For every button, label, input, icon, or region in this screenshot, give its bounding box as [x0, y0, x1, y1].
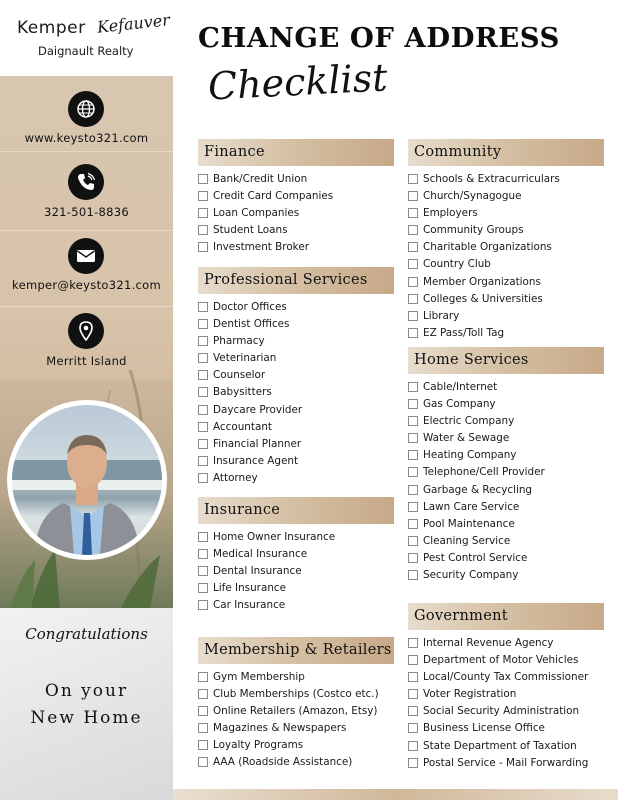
checklist: [198, 529, 394, 614]
checkbox[interactable]: [198, 740, 208, 750]
checklist-item[interactable]: [198, 737, 394, 754]
checkbox[interactable]: [408, 328, 418, 338]
checkbox[interactable]: [408, 672, 418, 682]
checklist-item[interactable]: [198, 669, 394, 686]
email-text: kemper@keysto321.com: [12, 278, 161, 292]
checklist-item-label: Member Organizations: [423, 275, 541, 288]
sidebar: [0, 0, 173, 800]
checklist: [198, 299, 394, 487]
checkbox[interactable]: [408, 399, 418, 409]
new-home-line1: On your: [44, 681, 129, 701]
phone-icon: [68, 164, 104, 200]
checklist-item-label: Insurance Agent: [213, 454, 299, 467]
checklist-item-label: Library: [423, 309, 460, 322]
section-government: [408, 603, 604, 772]
checkbox[interactable]: [408, 277, 418, 287]
checklist-item[interactable]: [198, 222, 394, 239]
checkbox[interactable]: [198, 208, 208, 218]
contact-website[interactable]: [0, 76, 173, 152]
checkbox[interactable]: [408, 519, 418, 529]
checklist-item[interactable]: [198, 453, 394, 470]
checklist-item-label: Gas Company: [423, 398, 496, 411]
checklist-item-label: Social Security Administration: [423, 705, 580, 718]
checklist-item[interactable]: [198, 529, 394, 546]
checkbox[interactable]: [198, 387, 208, 397]
page-subtitle: Checklist: [206, 55, 389, 109]
checklist-item[interactable]: [408, 720, 604, 737]
location-text: Merritt Island: [46, 354, 127, 368]
checklist-item-label: Medical Insurance: [213, 548, 308, 561]
checklist-item[interactable]: [408, 205, 604, 222]
agent-signature: Kefauver: [96, 10, 171, 37]
phone-text: 321-501-8836: [43, 205, 130, 219]
checklist-item[interactable]: [408, 686, 604, 703]
checklist-item-label: Church/Synagogue: [423, 190, 522, 203]
checkbox[interactable]: [198, 549, 208, 559]
checkbox[interactable]: [198, 439, 208, 449]
checkbox[interactable]: [198, 600, 208, 610]
agent-photo: [12, 405, 162, 555]
checklist-item-label: State Department of Taxation: [423, 739, 577, 752]
checklist: [408, 379, 604, 584]
section-membership-retailers: [198, 637, 394, 772]
checklist-item[interactable]: [408, 256, 604, 273]
checklist-item-label: Cable/Internet: [423, 381, 498, 393]
checkbox[interactable]: [408, 242, 418, 252]
mail-icon: [68, 238, 104, 274]
checklist-item[interactable]: [408, 635, 604, 652]
checkbox[interactable]: [198, 405, 208, 415]
checklist-item[interactable]: [198, 563, 394, 580]
footer-bar: [173, 789, 618, 800]
checklist-item-label: Pool Maintenance: [423, 517, 515, 530]
checkbox[interactable]: [198, 532, 208, 542]
checkbox[interactable]: [198, 583, 208, 593]
checklist-item[interactable]: [198, 580, 394, 597]
checklist-item[interactable]: [198, 188, 394, 205]
section-insurance: [198, 497, 394, 614]
checkbox[interactable]: [408, 294, 418, 304]
checkbox[interactable]: [198, 757, 208, 767]
checklist-item[interactable]: [408, 222, 604, 239]
checklist-item[interactable]: [198, 350, 394, 367]
checklist-item-label: Lawn Care Service: [423, 500, 520, 513]
checklist-item-label: Voter Registration: [423, 688, 517, 701]
checklist-item[interactable]: [408, 396, 604, 413]
website-text: www.keysto321.com: [24, 131, 149, 145]
checkbox[interactable]: [408, 208, 418, 218]
agency-name: Daignault Realty: [38, 44, 134, 58]
section-home-services: [408, 347, 604, 584]
checkbox[interactable]: [408, 502, 418, 512]
checklist-item-label: Schools & Extracurriculars: [423, 173, 560, 185]
section-title: Community: [408, 139, 604, 166]
checklist-item-label: Car Insurance: [213, 599, 286, 612]
section-title: Insurance: [198, 497, 394, 524]
checklist-item-label: Postal Service - Mail Forwarding: [423, 756, 589, 769]
section-finance: [198, 139, 394, 256]
checklist-item-label: Charitable Organizations: [423, 241, 552, 254]
checkbox[interactable]: [198, 456, 208, 466]
checklist-item[interactable]: [198, 171, 394, 188]
checklist-item-label: Electric Company: [423, 415, 515, 428]
checklist-item[interactable]: [408, 239, 604, 256]
contact-phone[interactable]: [0, 155, 173, 231]
checklist: [198, 669, 394, 772]
checklist-item-label: EZ Pass/Toll Tag: [423, 326, 505, 339]
checklist-item-label: Cleaning Service: [423, 534, 511, 547]
checkbox[interactable]: [198, 336, 208, 346]
checkbox[interactable]: [198, 319, 208, 329]
checklist-item[interactable]: [408, 308, 604, 325]
checklist-item-label: Security Company: [423, 569, 519, 582]
checkbox[interactable]: [408, 450, 418, 460]
checklist-item[interactable]: [408, 516, 604, 533]
checkbox[interactable]: [198, 191, 208, 201]
checkbox[interactable]: [408, 311, 418, 321]
checklist-item-label: Student Loans: [213, 224, 288, 237]
checklist-item[interactable]: [408, 482, 604, 499]
checklist-item[interactable]: [198, 419, 394, 436]
checklist-item[interactable]: [408, 567, 604, 584]
checklist-item-label: Country Club: [423, 258, 491, 271]
new-home-text: [0, 678, 173, 732]
checklist-item-label: Loyalty Programs: [213, 739, 304, 752]
checklist-item[interactable]: [198, 384, 394, 401]
checklist-item-label: Investment Broker: [213, 241, 309, 254]
checklist-item[interactable]: [408, 413, 604, 430]
checklist-item-label: Department of Motor Vehicles: [423, 654, 579, 667]
checklist-item[interactable]: [198, 686, 394, 703]
checklist-item-label: Gym Membership: [213, 671, 305, 683]
checkbox[interactable]: [408, 485, 418, 495]
checklist-item-label: Employers: [423, 207, 478, 220]
checkbox[interactable]: [408, 259, 418, 269]
checklist-item-label: Telephone/Cell Provider: [423, 466, 545, 479]
checkbox[interactable]: [198, 370, 208, 380]
section-community: [408, 139, 604, 342]
checklist-item-label: Daycare Provider: [213, 403, 303, 416]
checkbox[interactable]: [198, 302, 208, 312]
checklist-item-label: Pest Control Service: [423, 551, 528, 564]
section-title: Finance: [198, 139, 394, 166]
checklist-item-label: Bank/Credit Union: [213, 173, 308, 185]
agent-first-name: Kemper: [17, 18, 86, 38]
checklist-item-label: Doctor Offices: [213, 301, 287, 313]
checklist-item[interactable]: [198, 754, 394, 771]
checklist-item[interactable]: [408, 755, 604, 772]
checklist-item-label: Colleges & Universities: [423, 292, 543, 305]
checklist-item[interactable]: [198, 316, 394, 333]
checklist-item[interactable]: [198, 402, 394, 419]
checkbox[interactable]: [408, 638, 418, 648]
checklist-item-label: Pharmacy: [213, 335, 265, 348]
checklist-item[interactable]: [198, 367, 394, 384]
location-pin-icon: [68, 313, 104, 349]
checkbox[interactable]: [408, 416, 418, 426]
checklist-item[interactable]: [408, 274, 604, 291]
checklist-item-label: Financial Planner: [213, 437, 302, 450]
checklist-item[interactable]: [198, 205, 394, 222]
globe-icon: [68, 91, 104, 127]
checklist: [198, 171, 394, 256]
checkbox[interactable]: [408, 191, 418, 201]
checkbox[interactable]: [198, 566, 208, 576]
checklist-item-label: Life Insurance: [213, 582, 287, 595]
checklist-item-label: Heating Company: [423, 449, 517, 462]
checklist-item[interactable]: [198, 720, 394, 737]
checklist-item[interactable]: [408, 550, 604, 567]
checkbox[interactable]: [408, 467, 418, 477]
checkbox[interactable]: [408, 553, 418, 563]
checklist-item-label: Magazines & Newspapers: [213, 722, 347, 735]
checklist: [408, 635, 604, 772]
checklist-item[interactable]: [198, 239, 394, 256]
checklist-item[interactable]: [408, 533, 604, 550]
checklist-item[interactable]: [408, 188, 604, 205]
section-title: Membership & Retailers: [198, 637, 394, 664]
checkbox[interactable]: [198, 706, 208, 716]
checkbox[interactable]: [408, 225, 418, 235]
checklist-item-label: Loan Companies: [213, 207, 300, 220]
checklist-item[interactable]: [408, 379, 604, 396]
checkbox[interactable]: [408, 433, 418, 443]
checklist-item-label: Credit Card Companies: [213, 190, 334, 203]
checklist-item-label: Community Groups: [423, 224, 524, 237]
checkbox[interactable]: [198, 353, 208, 363]
checklist-item-label: Home Owner Insurance: [213, 531, 336, 543]
checklist-item[interactable]: [408, 738, 604, 755]
checklist-item[interactable]: [198, 703, 394, 720]
checkbox[interactable]: [198, 473, 208, 483]
checklist-item[interactable]: [408, 652, 604, 669]
checklist-item-label: Internal Revenue Agency: [423, 637, 554, 649]
page-title: CHANGE OF ADDRESS: [198, 22, 560, 54]
new-home-line2: New Home: [30, 708, 143, 728]
checklist-item[interactable]: [408, 499, 604, 516]
checklist-item[interactable]: [198, 299, 394, 316]
agent-header: [0, 0, 173, 76]
checklist: [408, 171, 604, 342]
checklist-item[interactable]: [408, 430, 604, 447]
checkbox[interactable]: [198, 422, 208, 432]
checkbox[interactable]: [408, 655, 418, 665]
checklist-item[interactable]: [408, 325, 604, 342]
checklist-item[interactable]: [198, 470, 394, 487]
congrats-script: Congratulations: [25, 625, 148, 643]
checklist-item[interactable]: [198, 333, 394, 350]
checkbox[interactable]: [408, 758, 418, 768]
checkbox[interactable]: [198, 689, 208, 699]
checklist-item-label: Garbage & Recycling: [423, 483, 533, 496]
checklist-item-label: Babysitters: [213, 386, 272, 399]
checklist-item-label: Club Memberships (Costco etc.): [213, 688, 379, 701]
checklist-item-label: Dental Insurance: [213, 565, 302, 578]
checkbox[interactable]: [408, 174, 418, 184]
section-professional-services: [198, 267, 394, 487]
checklist-item[interactable]: [198, 546, 394, 563]
contact-email[interactable]: [0, 231, 173, 307]
checkbox[interactable]: [198, 672, 208, 682]
checklist-item-label: Veterinarian: [213, 352, 277, 365]
checkbox[interactable]: [408, 382, 418, 392]
checkbox[interactable]: [408, 570, 418, 580]
checklist-item[interactable]: [408, 171, 604, 188]
checklist-item-label: Attorney: [213, 471, 258, 484]
checkbox[interactable]: [198, 242, 208, 252]
checklist-item[interactable]: [408, 447, 604, 464]
checkbox[interactable]: [408, 706, 418, 716]
checkbox[interactable]: [408, 536, 418, 546]
checkbox[interactable]: [408, 723, 418, 733]
checklist-item-label: Business License Office: [423, 722, 545, 735]
checkbox[interactable]: [198, 225, 208, 235]
checklist-item-label: Water & Sewage: [423, 432, 510, 445]
checkbox[interactable]: [408, 689, 418, 699]
checklist-item-label: Local/County Tax Commissioner: [423, 671, 589, 684]
checklist-item-label: Counselor: [213, 369, 266, 382]
section-title: Government: [408, 603, 604, 630]
checklist-item[interactable]: [198, 597, 394, 614]
checklist-item-label: AAA (Roadside Assistance): [213, 756, 353, 769]
checklist-item[interactable]: [408, 669, 604, 686]
checkbox[interactable]: [198, 723, 208, 733]
checklist-item-label: Accountant: [213, 420, 272, 433]
section-title: Home Services: [408, 347, 604, 374]
section-title: Professional Services: [198, 267, 394, 294]
checkbox[interactable]: [198, 174, 208, 184]
checklist-item[interactable]: [408, 291, 604, 308]
checklist-item[interactable]: [198, 436, 394, 453]
checkbox[interactable]: [408, 741, 418, 751]
checklist-item[interactable]: [408, 703, 604, 720]
checklist-item[interactable]: [408, 464, 604, 481]
checklist-item-label: Dentist Offices: [213, 318, 290, 331]
checklist-item-label: Online Retailers (Amazon, Etsy): [213, 705, 378, 718]
